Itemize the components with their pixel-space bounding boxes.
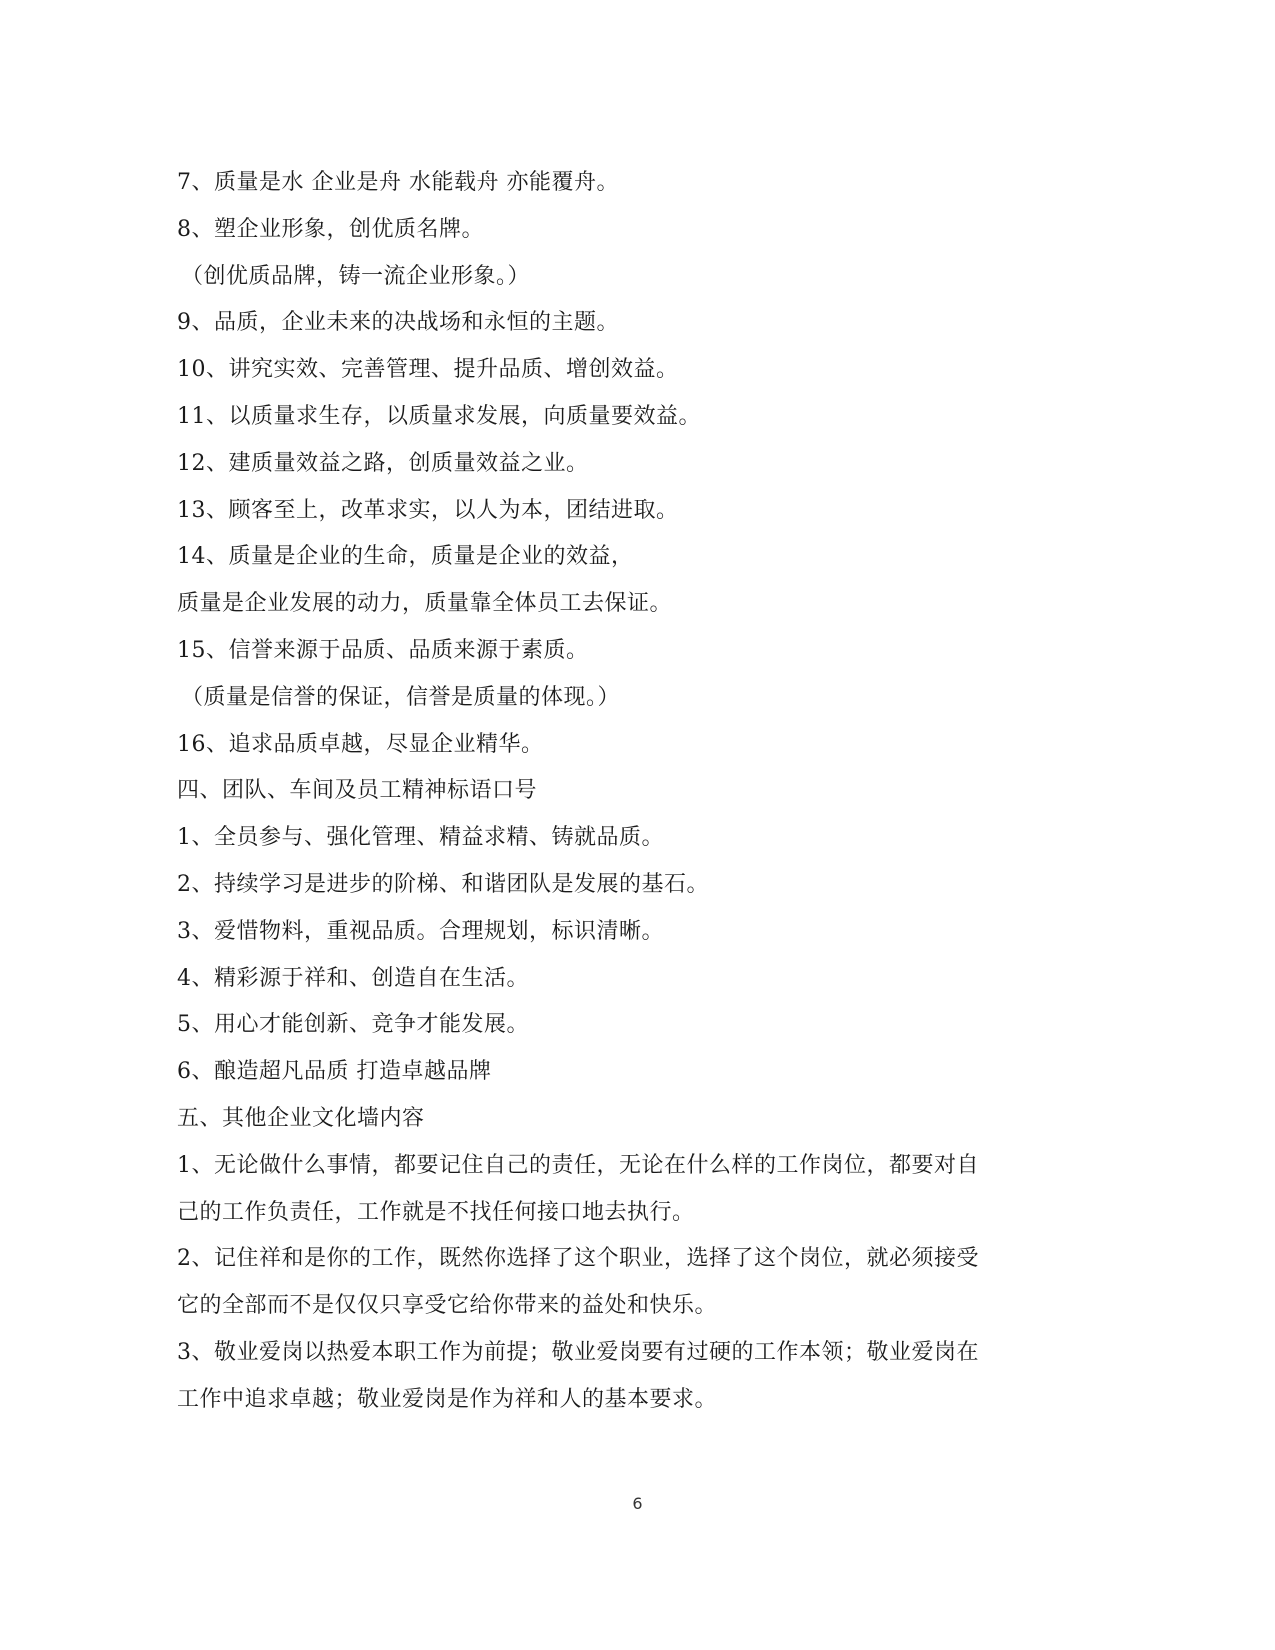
text-line: 它的全部而不是仅仅只享受它给你带来的益处和快乐。	[177, 1293, 718, 1319]
section-heading: 五、其他企业文化墙内容	[177, 1105, 425, 1131]
text-line: 15、信誉来源于品质、品质来源于素质。	[177, 637, 589, 663]
text-line: 工作中追求卓越；敬业爱岗是作为祥和人的基本要求。	[177, 1386, 718, 1412]
text-line: 7、质量是水 企业是舟 水能载舟 亦能覆舟。	[177, 170, 619, 195]
text-line: 3、爱惜物料，重视品质。合理规划，标识清晰。	[177, 918, 664, 944]
text-line: 2、持续学习是进步的阶梯、和谐团队是发展的基石。	[177, 871, 709, 897]
text-line: 13、顾客至上，改革求实，以人为本，团结进取。	[177, 497, 679, 523]
text-line: 11、以质量求生存，以质量求发展，向质量要效益。	[177, 403, 701, 429]
text-line: 1、全员参与、强化管理、精益求精、铸就品质。	[177, 825, 664, 851]
text-line: 10、讲究实效、完善管理、提升品质、增创效益。	[177, 357, 679, 383]
document-body	[177, 160, 1077, 1424]
text-line: 6、酿造超凡品质 打造卓越品牌	[177, 1059, 492, 1085]
text-line: 4、精彩源于祥和、创造自在生活。	[177, 965, 529, 991]
text-line: 2、记住祥和是你的工作，既然你选择了这个职业，选择了这个岗位，就必须接受	[177, 1246, 979, 1272]
text-line: 16、追求品质卓越，尽显企业精华。	[177, 731, 544, 757]
text-line: 8、塑企业形象，创优质名牌。	[177, 216, 484, 242]
text-line: 14、质量是企业的生命，质量是企业的效益，	[177, 544, 634, 570]
text-line: 质量是企业发展的动力，质量靠全体员工去保证。	[177, 591, 673, 617]
text-line: 9、品质，企业未来的决战场和永恒的主题。	[177, 310, 619, 336]
text-line: 1、无论做什么事情，都要记住自己的责任，无论在什么样的工作岗位，都要对自	[177, 1152, 979, 1178]
text-line: 12、建质量效益之路，创质量效益之业。	[177, 450, 589, 476]
page-number: 6	[632, 1494, 643, 1513]
text-line: 5、用心才能创新、竞争才能发展。	[177, 1012, 529, 1038]
text-line: （创优质品牌，铸一流企业形象。）	[181, 263, 531, 289]
section-heading: 四、团队、车间及员工精神标语口号	[177, 778, 538, 804]
text-line: （质量是信誉的保证，信誉是质量的体现。）	[181, 684, 621, 710]
text-line: 己的工作负责任，工作就是不找任何接口地去执行。	[177, 1199, 695, 1225]
text-line: 3、敬业爱岗以热爱本职工作为前提；敬业爱岗要有过硬的工作本领；敬业爱岗在	[177, 1339, 979, 1365]
